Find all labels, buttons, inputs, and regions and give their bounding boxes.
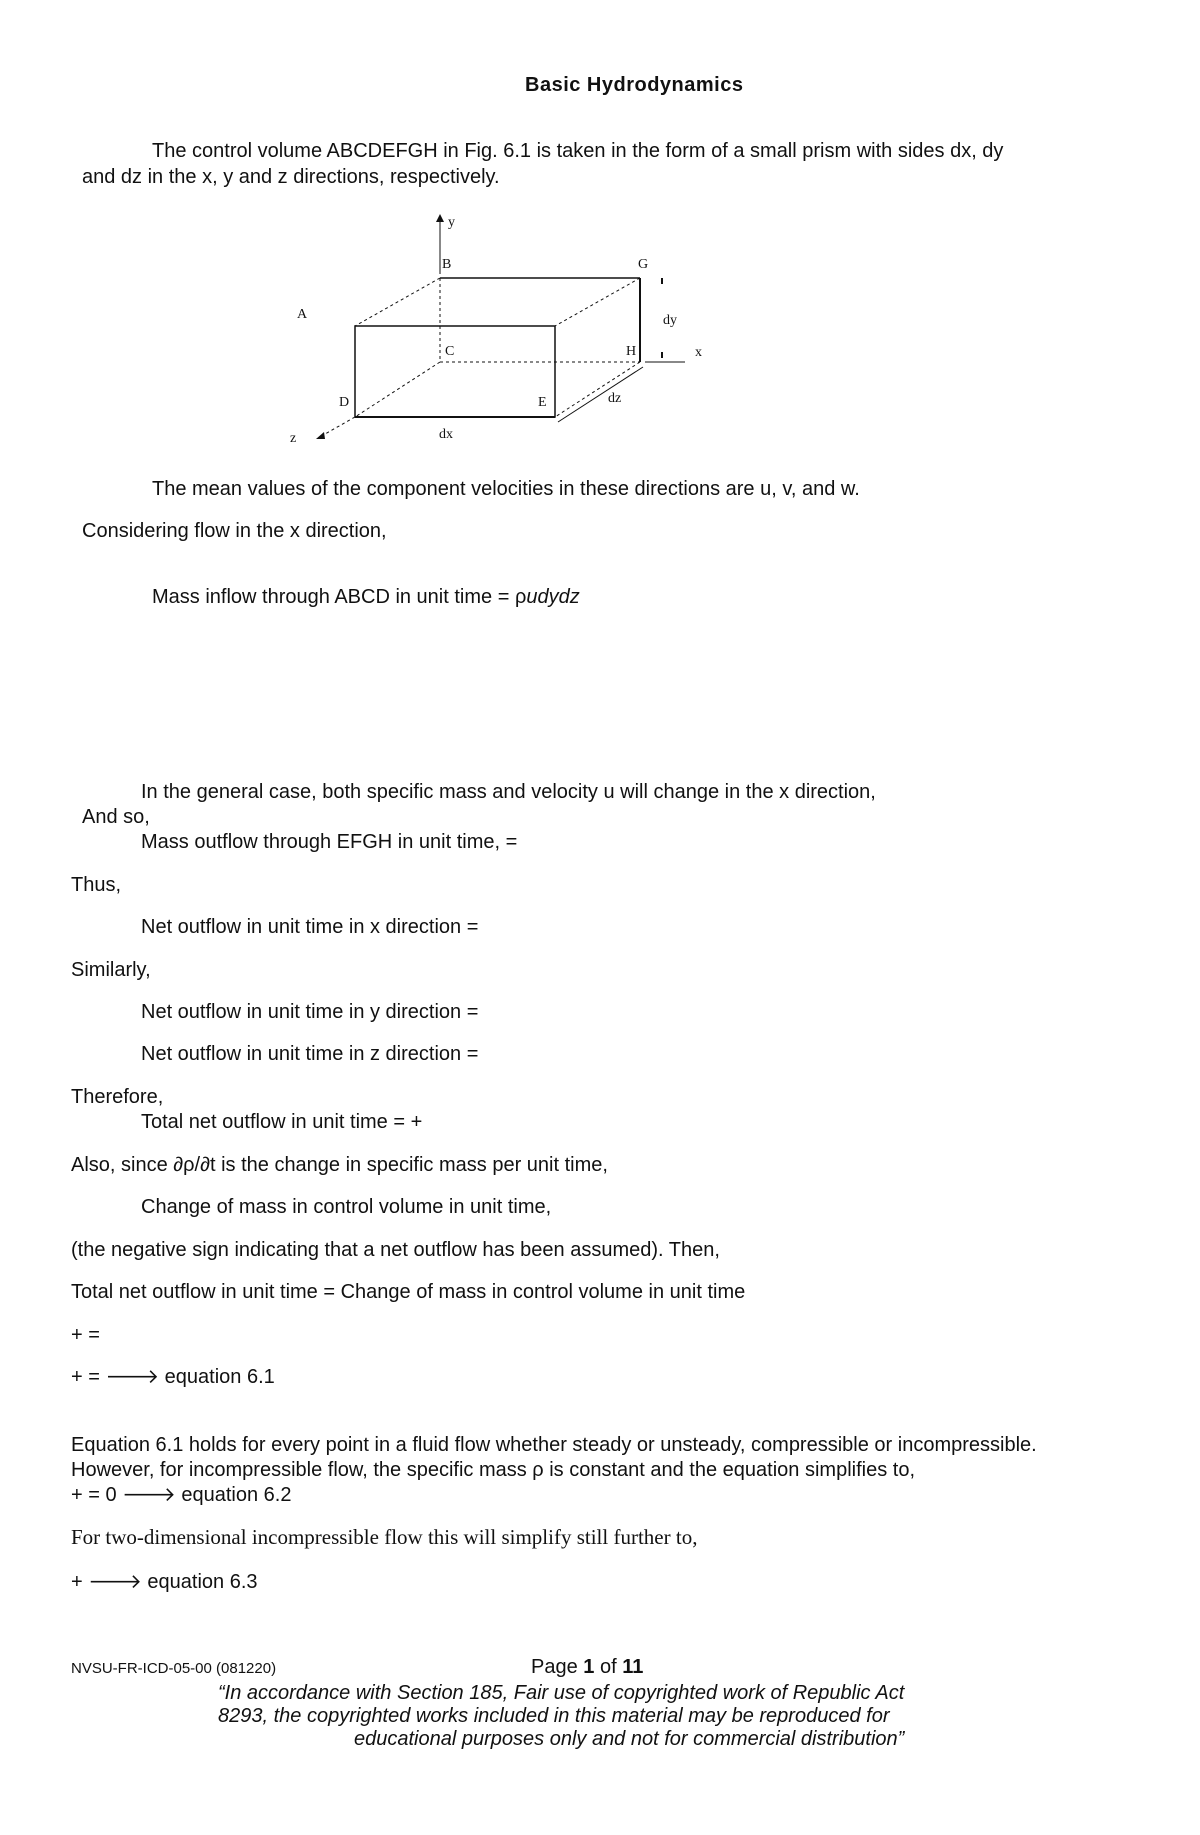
mean-values-text: The mean values of the component velocities in these directions are u, v, and w. [152,478,860,500]
label-dz: dz [608,391,622,406]
label-dx: dx [439,427,453,442]
label-b: B [442,257,452,272]
doc-code: NVSU-FR-ICD-05-00 (081220) [71,1660,277,1677]
therefore-text: Therefore, [71,1086,164,1108]
mass-outflow-text: Mass outflow through EFGH in unit time, = [141,831,518,853]
page-word: Page [531,1656,584,1678]
label-e: E [538,395,547,410]
however-text: However, for incompressible flow, the specific mass ρ is constant and the equation simplifies to, [71,1459,915,1481]
copyright-line-2: 8293, the copyrighted works included in this material may be reproduced for [218,1705,890,1727]
equation-line-1: + = [71,1324,100,1346]
equation-6-3: + 🡒 equation 6.3 [71,1571,258,1593]
net-z-text: Net outflow in unit time in z direction = [141,1043,479,1065]
edge-cd [355,362,440,417]
considering-text: Considering flow in the x direction, [82,520,387,542]
change-of-mass-text: Change of mass in control volume in unit time, [141,1196,552,1218]
intro-line-1: The control volume ABCDEFGH in Fig. 6.1 is taken in the form of a small prism with sides dx, dy [152,140,1004,162]
general-case-text: In the general case, both specific mass and velocity u will change in the x direction, [141,781,876,803]
net-x-text: Net outflow in unit time in x direction = [141,916,479,938]
page-total: 11 [622,1656,644,1678]
edge-ab [355,278,440,326]
thus-text: Thus, [71,874,122,896]
edge-gf [555,278,640,326]
mass-inflow-text [152,585,580,609]
page-number [531,1655,643,1679]
equation-6-1: + = 🡒 equation 6.1 [71,1366,275,1388]
label-g: G [638,257,649,272]
mass-inflow-prefix: Mass inflow through ABCD in unit time = ρ [152,586,527,608]
page-num: 1 [583,1656,595,1678]
similarly-text: Similarly, [71,959,151,981]
also-since-text: Also, since ∂ρ/∂t is the change in specific mass per unit time, [71,1154,608,1176]
edge-he [555,362,640,417]
x-axis-label: x [695,345,702,360]
y-axis-arrow [436,214,444,222]
copyright-line-1: “In accordance with Section 185, Fair use of copyrighted work of Republic Act [218,1682,905,1704]
of-word: of [594,1656,623,1678]
net-y-text: Net outflow in unit time in y direction = [141,1001,479,1023]
page-title: Basic Hydrodynamics [525,74,744,96]
label-h: H [626,344,637,359]
eq61-holds-text: Equation 6.1 holds for every point in a fluid flow whether steady or unsteady, compressible or incompressible. [71,1434,1037,1456]
front-face-adfe [355,326,555,417]
total-equals-change-text: Total net outflow in unit time = Change of mass in control volume in unit time [71,1281,746,1303]
two-dim-text: For two-dimensional incompressible flow this will simplify still further to, [71,1525,698,1549]
negative-sign-text: (the negative sign indicating that a net outflow has been assumed). Then, [71,1239,720,1261]
and-so-text: And so, [82,806,150,828]
y-axis-label: y [448,215,455,230]
label-d: D [339,395,350,410]
label-dy: dy [663,313,677,328]
control-volume-figure [290,212,720,452]
copyright-line-3: educational purposes only and not for commercial distribution” [354,1728,905,1750]
label-c: C [445,344,455,359]
total-net-text: Total net outflow in unit time = + [141,1111,423,1133]
dz-dimension-line [558,367,643,422]
z-axis-arrow [316,432,325,439]
z-axis-label: z [290,431,297,446]
mass-inflow-terms: udydz [526,586,580,608]
intro-line-2: and dz in the x, y and z directions, respectively. [82,166,500,188]
equation-6-2: + = 0 🡒 equation 6.2 [71,1484,292,1506]
label-a: A [297,307,308,322]
